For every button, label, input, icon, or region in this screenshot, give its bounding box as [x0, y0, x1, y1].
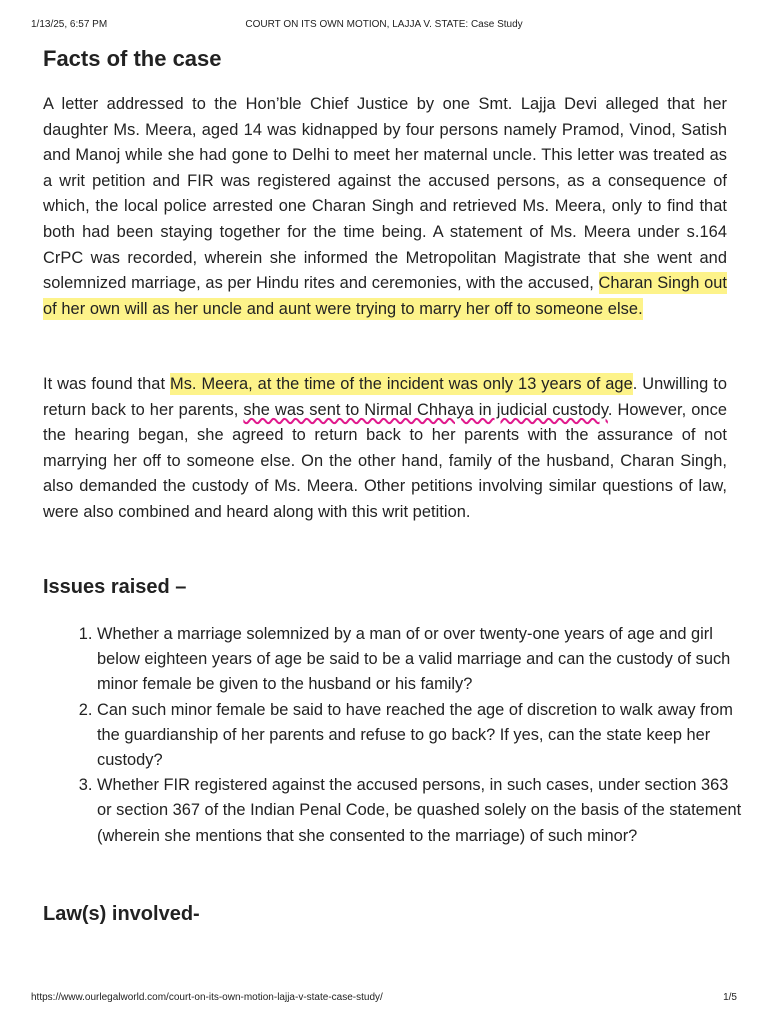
highlighted-text: Charan Singh out of her own will as her uncle and aunt were trying to marry her off to someone else. — [43, 274, 728, 318]
facts-p2-intro: It was found that — [43, 375, 170, 393]
facts-p2-rest: . However, once the hearing began, she agreed to return back to her parents with the assurance of not marrying her off to someone else. On the other hand, family of the husband, Charan Singh, also demanded the custody of Ms. Meera. Other petitions involving similar questions of law, were also combined and heard along with this writ petition. — [43, 400, 727, 521]
print-date: 1/13/25, 6:57 PM — [31, 19, 108, 30]
facts-heading: Facts of the case — [43, 46, 222, 71]
page-number: 1/5 — [723, 992, 737, 1003]
issues-list — [77, 622, 747, 849]
list-item: 2. Can such minor female be said to have reached the age of discretion to walk away from the guardianship of her parents and refuse to go back? If yes, can the state keep her custody? — [97, 698, 747, 774]
list-item: 1. Whether a marriage solemnized by a man of or over twenty-one years of age and girl below eighteen years of age be said to be a valid marriage and can the custody of such minor female be given to the husband or his family? — [97, 622, 747, 698]
list-item: 3. Whether FIR registered against the accused persons, in such cases, under section 363 or section 367 of the Indian Penal Code, be quashed solely on the basis of the statement (wherein she mentions that she consented to the marriage) of such minor? — [97, 773, 747, 849]
print-header — [0, 19, 768, 33]
document-title: COURT ON ITS OWN MOTION, LAJJA V. STATE: Case Study — [245, 19, 523, 30]
issues-heading: Issues raised – — [43, 576, 187, 598]
highlighted-text: Ms. Meera, at the time of the incident was only 13 years of age — [169, 375, 633, 393]
facts-p1-text: A letter addressed to the Hon’ble Chief Justice by one Smt. Lajja Devi alleged that her daughter Ms. Meera, aged 14 was kidnapped by four persons namely Pramod, Vinod, Satish and Manoj while she had gone to Delhi to meet her maternal uncle. This letter was treated as a writ petition and FIR was registered against the accused persons, as a consequence of which, the local police arrested one Charan Singh and retrieved Ms. Meera, only to find that both had been staying together for the time being. A statement of Ms. Meera under s.164 CrPC was recorded, wherein she informed the Metropolitan Magistrate that she went and solemnized marriage, as per Hindu rites and ceremonies, with the accused, — [43, 95, 727, 293]
facts-paragraph-1 — [43, 92, 727, 322]
facts-paragraph-2 — [43, 372, 727, 526]
squiggle-underlined-text: she was sent to Nirmal Chhaya in judicial custody — [243, 400, 608, 419]
facts-p2-after: . Unwilling to return back to her parents, — [43, 375, 727, 419]
page-url: https://www.ourlegalworld.com/court-on-its-own-motion-lajja-v-state-case-study/ — [31, 992, 383, 1003]
print-footer — [0, 992, 768, 1006]
law-heading: Law(s) involved- — [43, 903, 200, 925]
